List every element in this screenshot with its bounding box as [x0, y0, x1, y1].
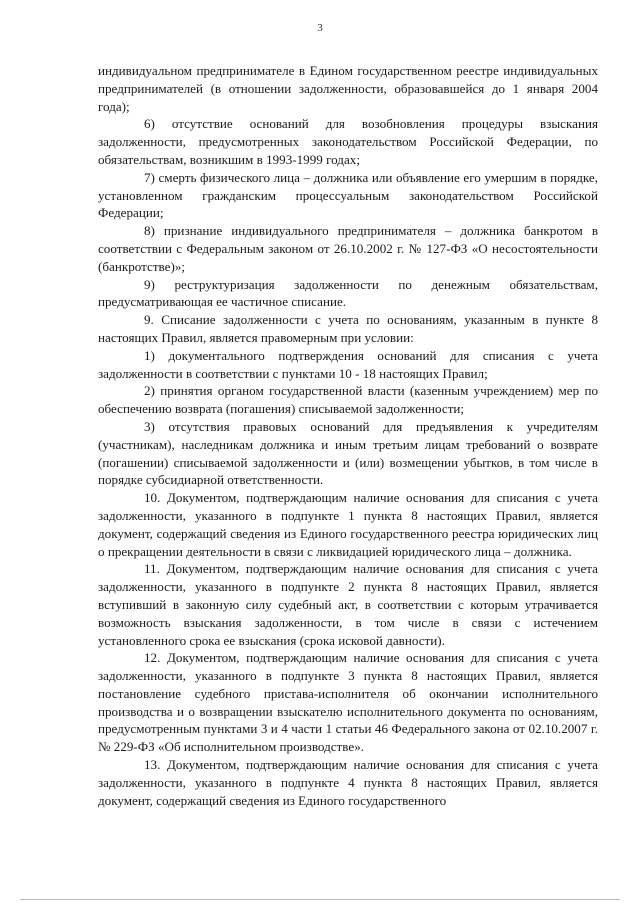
paragraph-item-9: 9) реструктуризация задолженности по денежным обязательствам, предусматривающая ее частичное списание.: [98, 276, 598, 310]
paragraph-condition-1: 1) документального подтверждения оснований для списания с учета задолженности в соответствии с пунктами 10 - 18 настоящих Правил;: [98, 347, 598, 381]
paragraph-clause-9: 9. Списание задолженности с учета по основаниям, указанным в пункте 8 настоящих Правил, является правомерным при условии:: [98, 312, 598, 345]
paragraph-clause-13: 13. Документом, подтверждающим наличие основания для списания с учета задолженности, указанного в подпункте 4 пункта 8 настоящих Правил, является документ, содержащий сведения из Единого государственного: [98, 757, 598, 808]
scan-edge-line: [20, 899, 620, 900]
paragraph-clause-11: 11. Документом, подтверждающим наличие основания для списания с учета задолженности, указанного в подпункте 2 пункта 8 настоящих Правил, является вступивший в законную силу судебный акт, в соответствии с которым утрачивается возможность взыскания задолженности, в том числе в связи с истечением установленного срока ее взыскания (срока исковой давности).: [98, 561, 598, 648]
paragraph-item-8: 8) признание индивидуального предпринимателя – должника банкротом в соответствии с Федеральным законом от 26.10.2002 г. № 127-ФЗ «О несостоятельности (банкротстве)»;: [98, 223, 598, 274]
paragraph-item-6: 6) отсутствие оснований для возобновления процедуры взыскания задолженности, предусмотренных законодательством Российской Федерации, по обязательствам, возникшим в 1993-1999 годах;: [98, 116, 598, 167]
paragraph-continuation: индивидуальном предпринимателе в Едином государственном реестре индивидуальных предпринимателей (в отношении задолженности, образовавшейся до 1 января 2004 года);: [98, 63, 598, 114]
document-body: [98, 62, 598, 809]
paragraph-clause-12: 12. Документом, подтверждающим наличие основания для списания с учета задолженности, указанного в подпункте 3 пункта 8 настоящих Правил, является постановление судебного пристава-исполнителя об окончании исполнительного производства и о возвращении взыскателю исполнительного документа по основаниям, предусмотренным пунктами 3 и 4 части 1 статьи 46 Федерального закона от 02.10.2007 г. № 229-ФЗ «Об исполнительном производстве».: [98, 650, 598, 755]
paragraph-condition-2: 2) принятия органом государственной власти (казенным учреждением) мер по обеспечению возврата (погашения) списываемой задолженности;: [98, 383, 598, 417]
paragraph-item-7: 7) смерть физического лица – должника или объявление его умершим в порядке, установленном гражданским процессуальным законодательством Российской Федерации;: [98, 169, 598, 221]
paragraph-condition-3: 3) отсутствия правовых оснований для предъявления к учредителям (участникам), наследникам должника и иным третьим лицам требований о возврате (погашении) списываемой задолженности и (или) возмещении убытков, в том числе в порядке субсидиарной ответственности.: [98, 418, 598, 488]
page-number: 3: [317, 22, 323, 34]
paragraph-clause-10: 10. Документом, подтверждающим наличие основания для списания с учета задолженности, указанного в подпункте 1 пункта 8 настоящих Правил, является документ, содержащий сведения из Единого государственного реестра юридических лиц о прекращении деятельности в связи с ликвидацией юридического лица – должника.: [98, 490, 598, 559]
